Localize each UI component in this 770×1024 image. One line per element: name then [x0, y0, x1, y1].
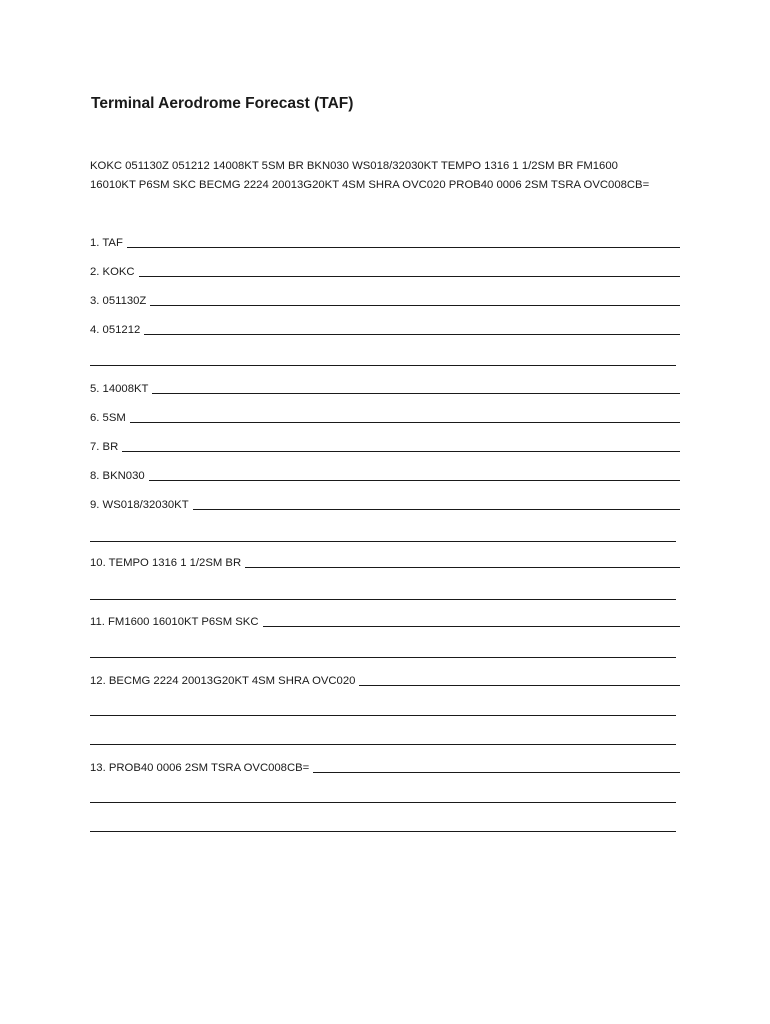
answer-line-12-continuation-2[interactable]	[90, 743, 676, 745]
answer-line-12-continuation-1[interactable]	[90, 714, 676, 716]
question-12	[90, 672, 680, 688]
question-10	[90, 554, 680, 570]
question-13	[90, 759, 680, 775]
page-title: Terminal Aerodrome Forecast (TAF)	[91, 95, 354, 112]
question-11	[90, 613, 680, 629]
question-3-label: 3. 051130Z	[90, 295, 147, 307]
answer-line-4-continuation[interactable]	[90, 364, 676, 366]
question-9-label: 9. WS018/32030KT	[90, 499, 189, 511]
question-7-label: 7. BR	[90, 441, 119, 453]
question-2-label: 2. KOKC	[90, 266, 135, 278]
answer-line-7[interactable]	[122, 439, 680, 452]
answer-line-4[interactable]	[144, 322, 680, 335]
question-8-label: 8. BKN030	[90, 470, 145, 482]
question-5	[90, 380, 680, 396]
question-4	[90, 321, 680, 337]
question-6-label: 6. 5SM	[90, 412, 126, 424]
answer-line-8[interactable]	[149, 468, 680, 481]
question-4-label: 4. 051212	[90, 324, 141, 336]
answer-line-9[interactable]	[193, 497, 680, 510]
question-13-label: 13. PROB40 0006 2SM TSRA OVC008CB=	[90, 762, 310, 774]
answer-line-10[interactable]	[245, 555, 680, 568]
question-3	[90, 292, 680, 308]
question-11-label: 11. FM1600 16010KT P6SM SKC	[90, 616, 259, 628]
answer-line-5[interactable]	[152, 381, 680, 394]
question-7	[90, 438, 680, 454]
answer-line-9-continuation[interactable]	[90, 540, 676, 542]
question-2	[90, 263, 680, 279]
answer-line-13-continuation-1[interactable]	[90, 801, 676, 803]
answer-line-11[interactable]	[263, 614, 681, 627]
answer-line-6[interactable]	[130, 410, 680, 423]
question-1-label: 1. TAF	[90, 237, 123, 249]
answer-line-2[interactable]	[139, 264, 680, 277]
answer-line-13-continuation-2[interactable]	[90, 830, 676, 832]
answer-line-11-continuation[interactable]	[90, 656, 676, 658]
question-8	[90, 467, 680, 483]
taf-line-1: KOKC 051130Z 051212 14008KT 5SM BR BKN030 WS018/32030KT TEMPO 1316 1 1/2SM BR FM1600	[90, 160, 618, 172]
question-6	[90, 409, 680, 425]
answer-line-13[interactable]	[313, 760, 680, 773]
taf-line-2: 16010KT P6SM SKC BECMG 2224 20013G20KT 4SM SHRA OVC020 PROB40 0006 2SM TSRA OVC008CB=	[90, 179, 650, 191]
question-5-label: 5. 14008KT	[90, 383, 149, 395]
question-10-label: 10. TEMPO 1316 1 1/2SM BR	[90, 557, 242, 569]
taf-report-text	[90, 157, 690, 195]
question-12-label: 12. BECMG 2224 20013G20KT 4SM SHRA OVC020	[90, 675, 356, 687]
question-1	[90, 234, 680, 250]
answer-line-10-continuation[interactable]	[90, 598, 676, 600]
answer-line-12[interactable]	[359, 673, 680, 686]
question-9	[90, 496, 680, 512]
answer-line-1[interactable]	[127, 235, 680, 248]
answer-line-3[interactable]	[150, 293, 680, 306]
